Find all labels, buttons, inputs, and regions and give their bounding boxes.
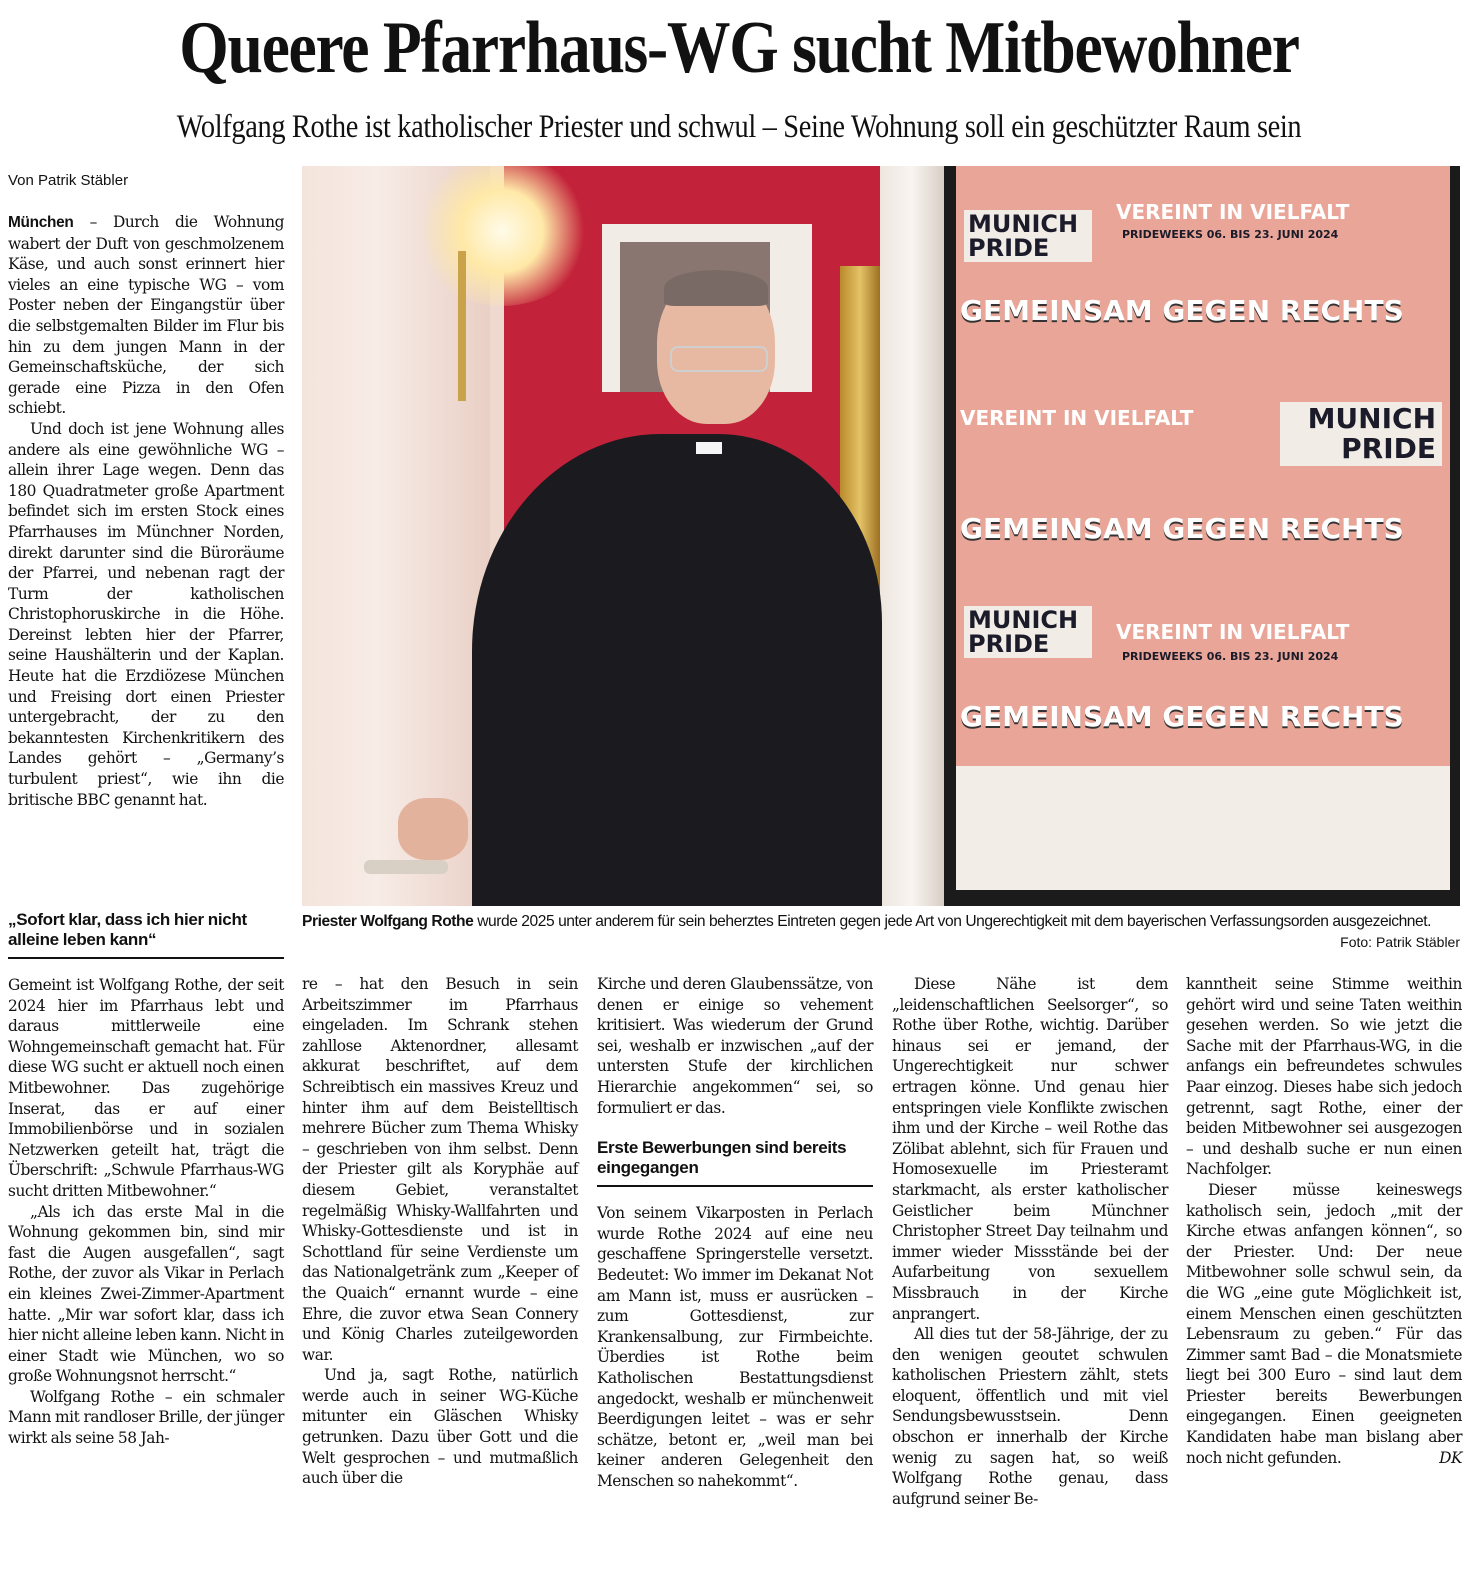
column-5-paragraph-2: Dieser müsse keineswegs katholisch sein, jedoch „mit der Kirche etwas anfangen können“, so der Priester. Und: Der neue Mitbewohner solle schwul sein, da die WG „eine gute Möglichkeit ist, einem Menschen einen geschützten Lebensraum zu geben.“ Für das Zimmer samt Bad – die Monatsmiete liegt bei 300 Euro – sind laut dem Priester bereits Bewerbungen eingegangen. Einen geeigneten Kandidaten habe man bislang aber noch nicht gefunden.: [1186, 1180, 1462, 1467]
subheadline: Wolfgang Rothe ist katholischer Priester und schwul – Seine Wohnung soll ein geschützter Raum sein: [176, 109, 1302, 145]
person-hair: [664, 270, 768, 306]
subhead-1: „Sofort klar, dass ich hier nicht alleine leben kann“: [8, 910, 284, 959]
author-signature: DK: [1439, 1448, 1462, 1467]
column-4: [892, 974, 1168, 1509]
poster-vereint-2: VEREINT IN VIELFALT: [960, 406, 1194, 430]
column-4-paragraph-2: All dies tut der 58-Jährige, der zu den wenigen geoutet schwulen katholischen Priestern zählt, stets eloquent, öffentlich und mit viel Sendungsbewusstsein. Denn obschon er innerhalb der Kirche wenig zu sagen hat, so weiß Wolfgang Rothe genau, dass aufgrund seiner Be-: [892, 1325, 1168, 1508]
glasses-icon: [670, 346, 768, 372]
byline: Von Patrik Stäbler: [8, 172, 129, 189]
poster-sponsor-strip: [956, 766, 1450, 890]
photo-credit: Foto: Patrik Stäbler: [1340, 934, 1460, 950]
door-frame-right: [880, 166, 944, 906]
column-3-paragraph-2: Von seinem Vikarposten in Perlach wurde Rothe 2024 auf eine neu geschaffene Springerstelle versetzt. Bedeutet: Wo immer im Dekanat Not am Mann ist, muss er ausrücken – zum Gottesdienst, zur Krankensalbung, zur Firmbeichte. Überdies ist Rothe beim Katholischen Bestattungsdienst angedockt, weshalb er münchenweit Beerdigungen leitet – was er sehr schätze, betont er, „weil man bei keiner anderen Gelegenheit den Menschen so nahekommt“.: [597, 1204, 873, 1490]
lead-paragraph-1: – Durch die Wohnung wabert der Duft von geschmolzenem Käse, und auch sonst erinnert hier vieles an eine typische WG – vom Poster neben der Eingangstür über die selbstgemalten Bilder im Flur bis hin zu dem jungen Mann in der Gemeinschaftsküche, der sich gerade eine Pizza in den Ofen schiebt.: [8, 213, 284, 418]
poster-gemeinsam-2: GEMEINSAM GEGEN RECHTS: [960, 512, 1404, 545]
lead-paragraph-2: Und doch ist jene Wohnung alles andere als eine gewöhnliche WG – allein ihrer Lage wegen. Denn das 180 Quadratmeter große Apartment befindet sich im ersten Stock eines Pfarrhauses im Münchner Norden, direkt darunter sind die Büroräume der Pfarrei, und nebenan ragt der Turm der katholischen Christophoruskirche in die Höhe. Dereinst lebten hier der Pfarrer, seine Haushälterin und der Kaplan. Heute hat die Erzdiözese München und Freising dort einen Priester untergebracht, der zu den bekanntesten Kirchenkritikern des Landes gehört – „Germany’s turbulent priest“, wie ihn die britische BBC genannt hat.: [8, 419, 284, 809]
poster-prideweeks-2: PRIDEWEEKS 06. BIS 23. JUNI 2024: [1122, 650, 1339, 663]
column-1: [8, 910, 284, 1449]
column-1-paragraph-3: Wolfgang Rothe – ein schmaler Mann mit randloser Brille, der jünger wirkt als seine 58 Jah-: [8, 1387, 284, 1448]
column-3: [597, 974, 873, 1491]
column-2: [302, 974, 578, 1489]
headline: Queere Pfarrhaus-WG sucht Mitbewohner: [179, 7, 1299, 89]
poster-munich-pride-1: MUNICH PRIDE: [964, 210, 1092, 262]
poster-gemeinsam-3: GEMEINSAM GEGEN RECHTS: [960, 700, 1404, 733]
column-4-paragraph-1: Diese Nähe ist dem „leidenschaftlichen Seelsorger“, so Rothe über Rothe, wichtig. Darüber hinaus sei er jemand, der Ungerechtigkeit nur schwer ertragen könne. Und genau hier entspringen viele Konflikte zwischen ihm und der Kirche – weil Rothe das Zölibat ablehnt, sich für Frauen und Homosexuelle im Priesteramt starkmacht, als erster katholischer Geistlicher beim Münchner Christopher Street Day teilnahm und immer wieder Missstände bei der Aufarbeitung von sexuellem Missbrauch in der Kirche anprangert.: [892, 975, 1168, 1323]
column-1-paragraph-2: „Als ich das erste Mal in die Wohnung gekommen bin, sind mir fast die Augen ausgefallen“, sagt Rothe, der zuvor als Vikar in Perlach ein kleines Zwei-Zimmer-Apartment hatte. „Mir war sofort klar, dass ich hier nicht alleine leben kann. Nicht in einer Stadt wie München, wo so große Wohnungsnot herrscht.“: [8, 1202, 284, 1386]
column-1-paragraph-1: Gemeint ist Wolfgang Rothe, der seit 2024 hier im Pfarrhaus lebt und daraus mittlerweile eine Wohngemeinschaft gemacht hat. Für diese WG sucht er aktuell noch einen Mitbewohner. Das zugehörige Inserat, das er auf einer Immobilienbörse und in sozialen Netzwerken geteilt hat, trägt die Überschrift: „Schwule Pfarrhaus-WG sucht dritten Mitbewohner.“: [8, 976, 284, 1200]
photo-caption: [302, 912, 1460, 931]
poster-vereint-3: VEREINT IN VIELFALT: [1116, 620, 1350, 644]
column-2-paragraph-1: re – hat den Besuch in sein Arbeitszimmer im Pfarrhaus eingeladen. Im Schrank stehen zahllose Aktenordner, allesamt akkurat beschriftet, auf dem Schreibtisch ein massives Kreuz und hinter ihm auf dem Beistelltisch mehrere Bücher zum Thema Whisky – geschrieben von ihm selbst. Denn der Priester gilt als Koryphäe auf diesem Gebiet, veranstaltet regelmäßig Whisky-Wallfahrten und Whisky-Gottesdienste und ist in Schottland für seine Verdienste um das Nationalgetränk zum „Keeper of the Quaich“ ernannt wurde – eine Ehre, die zuvor etwa Sean Connery und König Charles zuteilgeworden war.: [302, 975, 578, 1364]
poster-vereint-1: VEREINT IN VIELFALT: [1116, 200, 1350, 224]
article-photo: [302, 166, 1460, 906]
wall-sconce: [458, 251, 466, 401]
column-5: [1186, 974, 1462, 1468]
poster-gemeinsam-1: GEMEINSAM GEGEN RECHTS: [960, 294, 1404, 327]
caption-subject: Priester Wolfgang Rothe: [302, 913, 474, 930]
column-2-paragraph-2: Und ja, sagt Rothe, natürlich werde auch in seiner WG-Küche mitunter ein Gläschen Whisky getrunken. Dazu über Gott und die Welt gesprochen – und mutmaßlich auch über die: [302, 1366, 578, 1488]
person-sweater: [472, 434, 882, 906]
lamp-glow: [412, 166, 592, 306]
clerical-collar: [696, 442, 722, 454]
poster-munich-pride-3: MUNICH PRIDE: [964, 606, 1092, 658]
door-handle: [364, 860, 448, 874]
dateline: München: [8, 214, 74, 231]
lead-column: [8, 212, 284, 810]
poster-munich-pride-2: MUNICH PRIDE: [1280, 402, 1442, 466]
subhead-2: Erste Bewerbungen sind bereits eingegangen: [597, 1138, 873, 1187]
poster-prideweeks-1: PRIDEWEEKS 06. BIS 23. JUNI 2024: [1122, 228, 1339, 241]
hand: [398, 798, 468, 860]
caption-text: wurde 2025 unter anderem für sein beherztes Eintreten gegen jede Art von Ungerechtigkeit mit dem bayerischen Verfassungsorden ausgezeichnet.: [473, 913, 1432, 930]
column-3-paragraph-1: Kirche und deren Glaubenssätze, von denen er einige so vehement kritisiert. Was wiederum der Grund sei, weshalb er inzwischen „auf der untersten Stufe der kirchlichen Hierarchie angekommen“ sei, so formuliert er das.: [597, 975, 873, 1117]
poster-face: [956, 166, 1450, 890]
column-5-paragraph-1: kanntheit seine Stimme weithin gehört wird und seine Taten weithin gesehen werden. So wie jetzt die Sache mit der Pfarrhaus-WG, in die anfangs ein befreundetes schwules Paar einzog. Dieses habe sich jedoch getrennt, sagt Rothe, einer der beiden Mitbewohner sei ausgezogen – und deshalb suche er nun einen Nachfolger.: [1186, 975, 1462, 1179]
